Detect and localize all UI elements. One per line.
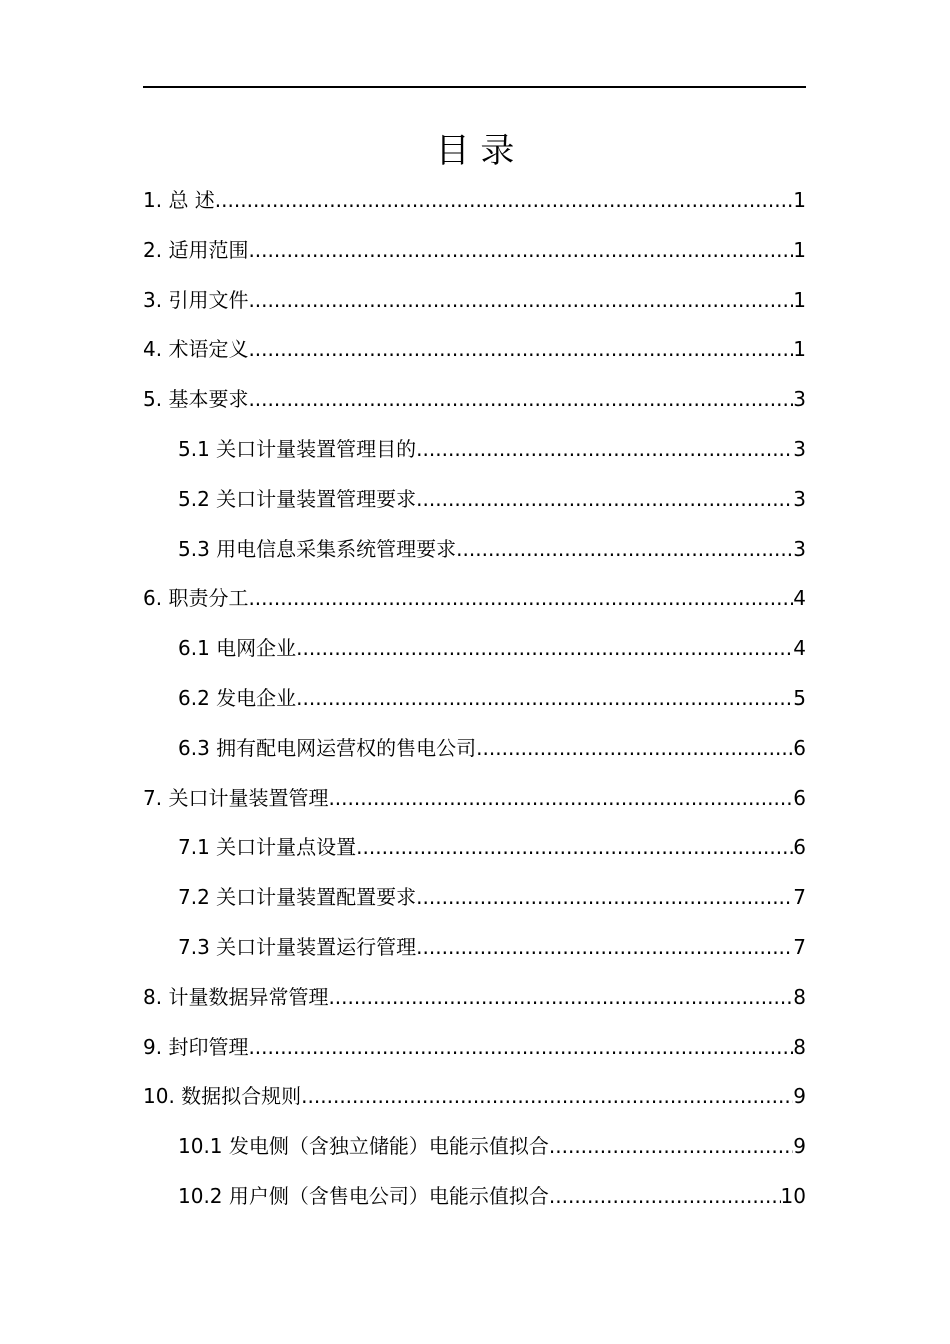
- toc-dot-leader: [416, 479, 793, 519]
- toc-entry[interactable]: [143, 529, 806, 579]
- toc-entry[interactable]: [143, 678, 806, 728]
- toc-entry[interactable]: [143, 329, 806, 379]
- toc-entry-page-number: 10: [780, 1183, 806, 1208]
- toc-entry-page-number: 5: [793, 685, 806, 710]
- toc-entry-page-number: 7: [793, 885, 806, 910]
- toc-entry-label: 5.1 关口计量装置管理目的: [178, 436, 417, 461]
- toc-dot-leader: [416, 927, 793, 967]
- toc-dot-leader: [328, 778, 793, 818]
- toc-entry-page-number: 8: [793, 984, 806, 1009]
- toc-entry[interactable]: [143, 827, 806, 877]
- toc-dot-leader: [456, 529, 793, 569]
- toc-entry-label: 5. 基本要求: [143, 387, 249, 412]
- toc-entry-page-number: 6: [793, 835, 806, 860]
- toc-dot-leader: [549, 1126, 793, 1166]
- toc-entry-page-number: 4: [793, 636, 806, 661]
- toc-entry[interactable]: [143, 578, 806, 628]
- toc-entry-label: 8. 计量数据异常管理: [143, 984, 329, 1009]
- toc-entry[interactable]: [143, 280, 806, 330]
- toc-entry-label: 7. 关口计量装置管理: [143, 785, 329, 810]
- toc-dot-leader: [301, 1076, 793, 1116]
- toc-entry-page-number: 8: [793, 1034, 806, 1059]
- toc-entry-page-number: 1: [793, 188, 806, 212]
- toc-entry-page-number: 1: [793, 337, 806, 362]
- toc-dot-leader: [248, 379, 793, 419]
- toc-entry[interactable]: [143, 728, 806, 778]
- toc-entry[interactable]: [143, 628, 806, 678]
- toc-entry[interactable]: [143, 1076, 806, 1126]
- toc-entry-page-number: 7: [793, 934, 806, 959]
- toc-entry-page-number: 3: [793, 436, 806, 461]
- toc-entry-page-number: 3: [793, 387, 806, 412]
- toc-entry[interactable]: [143, 479, 806, 529]
- toc-dot-leader: [549, 1176, 781, 1216]
- toc-dot-leader: [416, 877, 793, 917]
- toc-entry-label: 10.2 用户侧（含售电公司）电能示值拟合: [178, 1183, 549, 1208]
- toc-entry[interactable]: [143, 927, 806, 977]
- toc-entry[interactable]: [143, 1027, 806, 1077]
- toc-entry[interactable]: [143, 1126, 806, 1176]
- toc-entry[interactable]: [143, 379, 806, 429]
- toc-entry-page-number: 4: [793, 586, 806, 611]
- toc-entry-label: 7.2 关口计量装置配置要求: [178, 885, 417, 910]
- toc-dot-leader: [248, 1027, 793, 1067]
- toc-entry-label: 6.3 拥有配电网运营权的售电公司: [178, 735, 477, 760]
- toc-entry-page-number: 1: [793, 237, 806, 262]
- toc-entry-label: 7.1 关口计量点设置: [178, 835, 357, 860]
- toc-dot-leader: [356, 827, 793, 867]
- toc-entry[interactable]: [143, 180, 806, 230]
- toc-dot-leader: [215, 180, 793, 220]
- toc-title: 目 录: [435, 131, 515, 171]
- header-rule: [143, 86, 806, 88]
- toc-entry-label: 6.2 发电企业: [178, 685, 297, 710]
- toc-entry-label: 10.1 发电侧（含独立储能）电能示值拟合: [178, 1134, 549, 1159]
- toc-entry[interactable]: [143, 429, 806, 479]
- toc-entry-label: 2. 适用范围: [143, 237, 249, 262]
- toc-entry-page-number: 3: [793, 536, 806, 561]
- toc-entry-label: 4. 术语定义: [143, 337, 249, 362]
- toc-dot-leader: [476, 728, 793, 768]
- toc-dot-leader: [248, 230, 793, 270]
- toc-dot-leader: [248, 578, 793, 618]
- toc-entry-page-number: 1: [793, 287, 806, 312]
- toc-entry-page-number: 6: [793, 735, 806, 760]
- toc-entry[interactable]: [143, 877, 806, 927]
- toc-entry[interactable]: [143, 230, 806, 280]
- toc-entry-page-number: 3: [793, 486, 806, 511]
- toc-entry[interactable]: [143, 977, 806, 1027]
- toc-entry[interactable]: [143, 1176, 806, 1226]
- toc-entry-page-number: 9: [793, 1084, 806, 1109]
- toc-entry-label: 5.2 关口计量装置管理要求: [178, 486, 417, 511]
- toc-entry-label: 5.3 用电信息采集系统管理要求: [178, 536, 457, 561]
- toc-entry-label: 3. 引用文件: [143, 287, 249, 312]
- toc-entry-page-number: 9: [793, 1134, 806, 1159]
- toc-entry-label: 7.3 关口计量装置运行管理: [178, 934, 417, 959]
- toc-entry-label: 9. 封印管理: [143, 1034, 249, 1059]
- toc-entry-page-number: 6: [793, 785, 806, 810]
- toc-entry-label: 6. 职责分工: [143, 586, 249, 611]
- toc-dot-leader: [248, 329, 793, 369]
- toc-entry-label: 1. 总 述: [143, 188, 215, 212]
- toc-dot-leader: [296, 628, 793, 668]
- toc-dot-leader: [416, 429, 793, 469]
- toc-entry-label: 10. 数据拟合规则: [143, 1084, 302, 1109]
- toc-entry-label: 6.1 电网企业: [178, 636, 297, 661]
- toc-entry[interactable]: [143, 778, 806, 828]
- toc-dot-leader: [296, 678, 793, 718]
- table-of-contents: [143, 180, 806, 1226]
- toc-dot-leader: [328, 977, 793, 1017]
- toc-dot-leader: [248, 280, 793, 320]
